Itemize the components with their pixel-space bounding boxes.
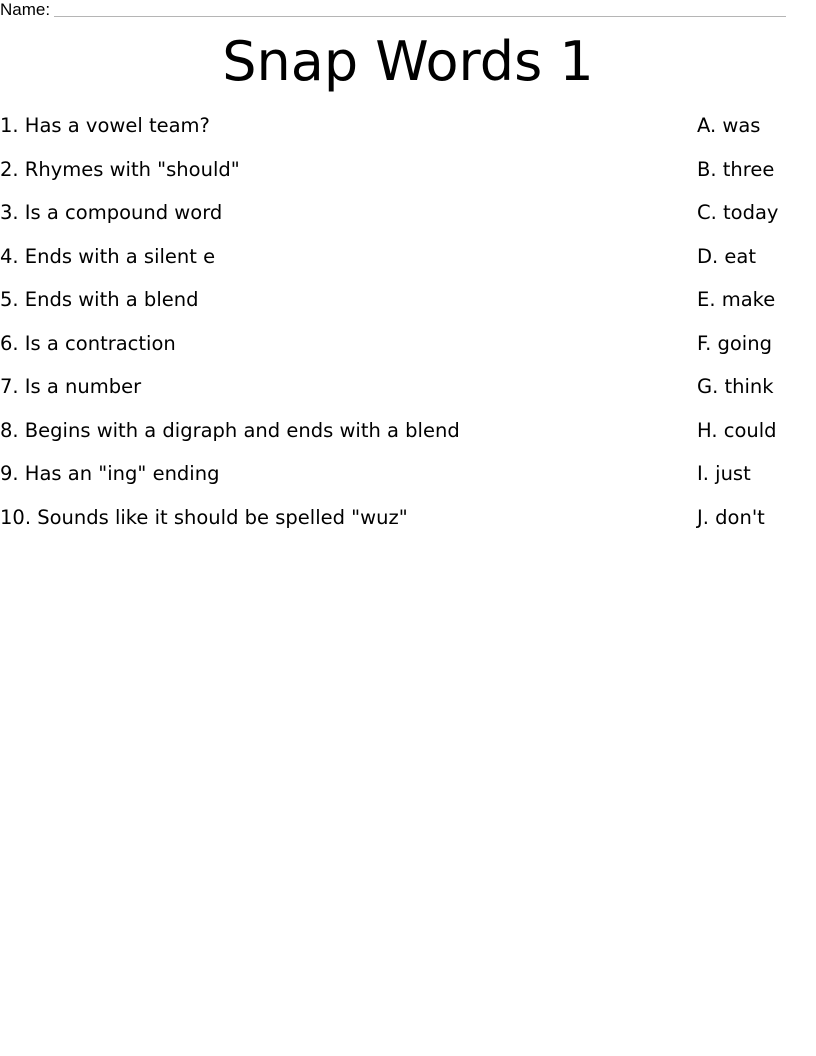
question-item: 5. Ends with a blend: [0, 288, 199, 311]
question-item: 3. Is a compound word: [0, 201, 223, 224]
answer-item: J. don't: [697, 505, 765, 529]
question-item: 7. Is a number: [0, 375, 142, 398]
questions-list: [0, 112, 650, 547]
answer-item: C. today: [697, 201, 779, 224]
answer-item: H. could: [697, 418, 777, 442]
worksheet-title: Snap Words 1: [222, 30, 594, 93]
answer-item: A. was: [697, 114, 761, 137]
answer-item: G. think: [697, 375, 774, 398]
answer-item: F. going: [697, 331, 772, 355]
answer-item: D. eat: [697, 244, 757, 268]
question-item: 2. Rhymes with "should": [0, 157, 240, 181]
answer-item: E. make: [697, 288, 776, 311]
question-item: 1. Has a vowel team?: [0, 114, 210, 137]
name-input-line[interactable]: [54, 0, 786, 17]
name-field: [0, 0, 786, 20]
question-item: 6. Is a contraction: [0, 331, 176, 355]
answer-item: B. three: [697, 157, 775, 181]
answers-list: [697, 112, 812, 547]
question-item: 10. Sounds like it should be spelled "wuz": [0, 505, 408, 529]
question-item: 9. Has an "ing" ending: [0, 462, 220, 485]
question-item: 4. Ends with a silent e: [0, 244, 216, 268]
name-label: Name:: [0, 0, 51, 19]
answer-item: I. just: [697, 462, 751, 485]
question-item: 8. Begins with a digraph and ends with a blend: [0, 418, 460, 442]
